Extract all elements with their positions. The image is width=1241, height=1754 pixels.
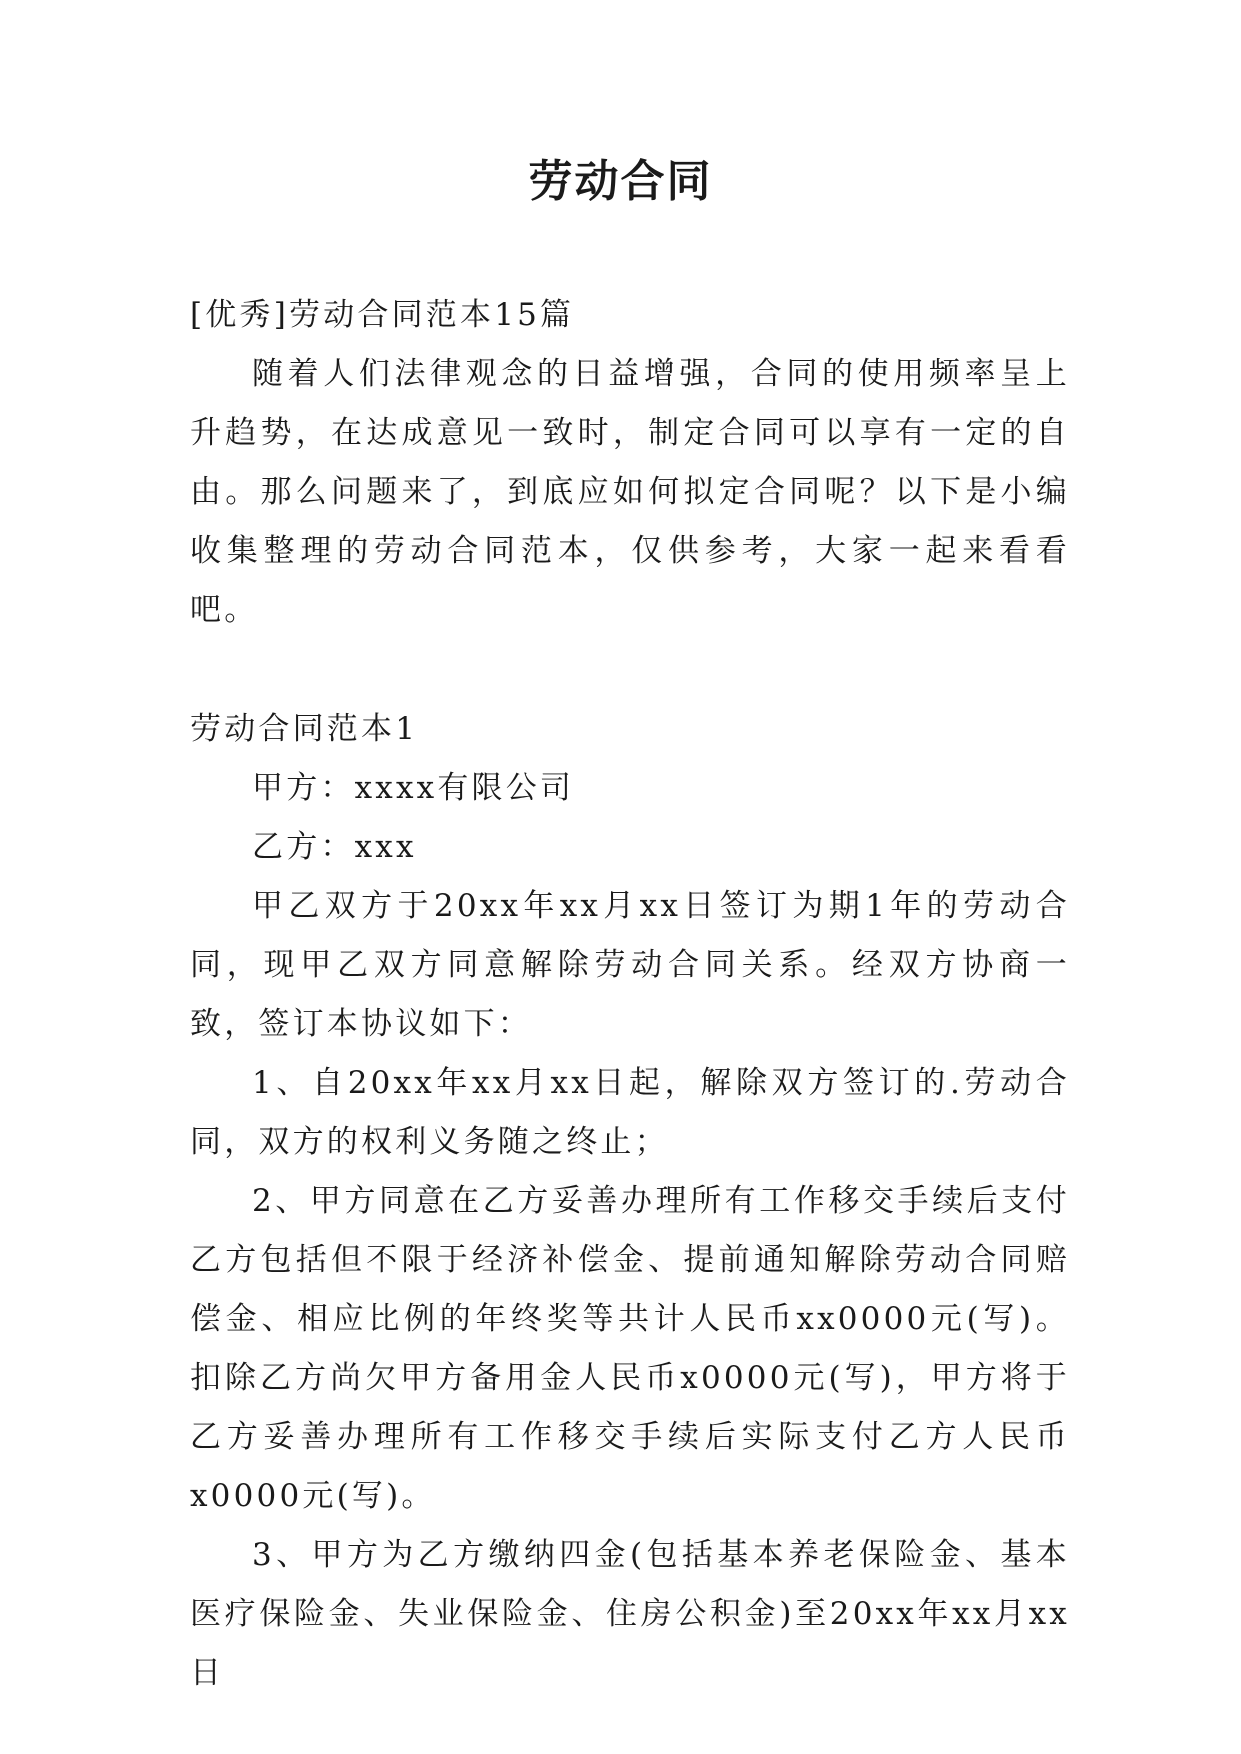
document-title: 劳动合同 (528, 156, 713, 207)
preamble-paragraph: 甲乙双方于20xx年xx月xx日签订为期1年的劳动合同，现甲乙双方同意解除劳动合同关系。经双方协商一致，签订本协议如下： (190, 888, 1070, 1042)
party-b-line: 乙方：xxx (252, 829, 417, 865)
document-body (190, 286, 1070, 1703)
intro-paragraph: 随着人们法律观念的日益增强，合同的使用频率呈上升趋势，在达成意见一致时，制定合同可以享有一定的自由。那么问题来了，到底应如何拟定合同呢？以下是小编收集整理的劳动合同范本，仅供参考，大家一起来看看吧。 (190, 356, 1070, 628)
clause-2: 2、甲方同意在乙方妥善办理所有工作移交手续后支付乙方包括但不限于经济补偿金、提前通知解除劳动合同赔偿金、相应比例的年终奖等共计人民币xx0000元(写)。扣除乙方尚欠甲方备用金人民币x0000元(写)，甲方将于乙方妥善办理所有工作移交手续后实际支付乙方人民币x0000元(写)。 (190, 1183, 1070, 1514)
section-heading: 劳动合同范本1 (190, 711, 419, 747)
party-a-line: 甲方：xxxx有限公司 (252, 770, 575, 806)
clause-3: 3、甲方为乙方缴纳四金(包括基本养老保险金、基本医疗保险金、失业保险金、住房公积金)至20xx年xx月xx日 (190, 1537, 1070, 1691)
document-subtitle: [优秀]劳动合同范本15篇 (190, 297, 575, 333)
clause-1: 1、自20xx年xx月xx日起，解除双方签订的.劳动合同，双方的权利义务随之终止； (190, 1065, 1070, 1160)
